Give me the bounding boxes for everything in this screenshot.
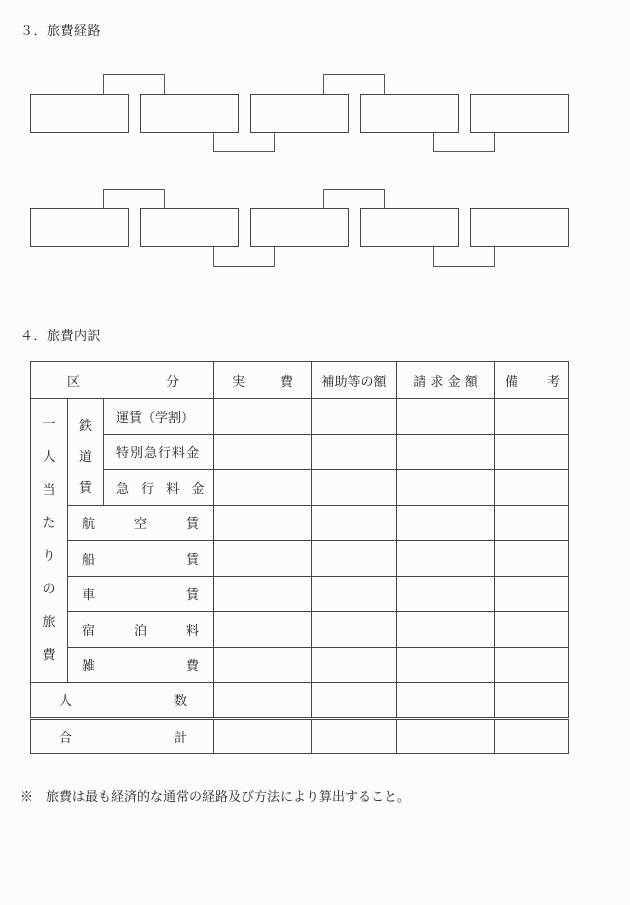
biko-cell[interactable]: [495, 576, 569, 612]
row-label-koku: 航 空 賃: [68, 505, 214, 541]
route-box[interactable]: [30, 94, 129, 133]
header-jippi: 実 費: [214, 362, 312, 399]
route-connector: [323, 189, 385, 209]
jippi-cell[interactable]: [214, 612, 312, 648]
route-box[interactable]: [470, 94, 569, 133]
table-row: [31, 541, 569, 577]
row-label: 運賃（学割）: [104, 399, 214, 435]
table-row: [31, 576, 569, 612]
route-connector: [433, 246, 495, 267]
section3-heading: ３．旅費経路: [20, 24, 102, 39]
row-label-ninzu: 人 数: [31, 683, 214, 719]
hojo-cell[interactable]: [312, 505, 397, 541]
route-box[interactable]: [360, 94, 459, 133]
route-connector: [433, 132, 495, 152]
seikyu-cell[interactable]: [397, 718, 495, 754]
footnote: ※ 旅費は最も経済的な通常の経路及び方法により算出すること。: [20, 790, 411, 805]
biko-cell[interactable]: [495, 718, 569, 754]
route-connector: [103, 74, 165, 95]
table-row-gokei: [31, 718, 569, 754]
hojo-cell[interactable]: [312, 647, 397, 683]
hojo-cell[interactable]: [312, 399, 397, 435]
row-label: 特別急行料金: [104, 434, 214, 470]
seikyu-cell[interactable]: [397, 505, 495, 541]
jippi-cell[interactable]: [214, 434, 312, 470]
biko-cell[interactable]: [495, 505, 569, 541]
seikyu-cell[interactable]: [397, 399, 495, 435]
expense-table: [30, 361, 569, 754]
route-connector: [213, 246, 275, 267]
seikyu-cell[interactable]: [397, 541, 495, 577]
seikyu-cell[interactable]: [397, 434, 495, 470]
table-row: [31, 399, 569, 435]
biko-cell[interactable]: [495, 647, 569, 683]
jippi-cell[interactable]: [214, 647, 312, 683]
route-box[interactable]: [470, 208, 569, 247]
seikyu-cell[interactable]: [397, 612, 495, 648]
row-label-sen: 船 賃: [68, 541, 214, 577]
table-row: [31, 647, 569, 683]
jippi-cell[interactable]: [214, 399, 312, 435]
jippi-cell[interactable]: [214, 541, 312, 577]
row-label-sha: 車 賃: [68, 576, 214, 612]
route-box[interactable]: [30, 208, 129, 247]
jippi-cell[interactable]: [214, 576, 312, 612]
row-label-shukuhaku: 宿 泊 料: [68, 612, 214, 648]
group-label-cell: 一 人 当 た り の 旅 費: [31, 399, 68, 683]
hojo-cell[interactable]: [312, 612, 397, 648]
header-biko: 備 考: [495, 362, 569, 399]
biko-cell[interactable]: [495, 541, 569, 577]
hojo-cell[interactable]: [312, 541, 397, 577]
seikyu-cell[interactable]: [397, 576, 495, 612]
route-box[interactable]: [250, 208, 349, 247]
seikyu-cell[interactable]: [397, 683, 495, 719]
route-box[interactable]: [140, 94, 239, 133]
route-connector: [323, 74, 385, 95]
section4-heading: ４．旅費内訳: [20, 329, 102, 344]
table-row: [31, 470, 569, 506]
header-hojo: 補助等の額: [312, 362, 397, 399]
jippi-cell[interactable]: [214, 683, 312, 719]
hojo-cell[interactable]: [312, 718, 397, 754]
rail-label-cell: 鉄 道 賃: [68, 399, 104, 506]
biko-cell[interactable]: [495, 683, 569, 719]
seikyu-cell[interactable]: [397, 470, 495, 506]
jippi-cell[interactable]: [214, 470, 312, 506]
row-label-gokei: 合 計: [31, 718, 214, 754]
route-connector: [213, 132, 275, 152]
table-header-row: [31, 362, 569, 399]
hojo-cell[interactable]: [312, 470, 397, 506]
jippi-cell[interactable]: [214, 718, 312, 754]
header-seikyu: 請 求 金 額: [397, 362, 495, 399]
biko-cell[interactable]: [495, 470, 569, 506]
biko-cell[interactable]: [495, 612, 569, 648]
table-row: [31, 434, 569, 470]
route-connector: [103, 189, 165, 209]
jippi-cell[interactable]: [214, 505, 312, 541]
table-row-ninzu: [31, 683, 569, 719]
hojo-cell[interactable]: [312, 434, 397, 470]
hojo-cell[interactable]: [312, 576, 397, 612]
table-row: [31, 612, 569, 648]
header-kubun: 区 分: [31, 362, 214, 399]
route-box[interactable]: [360, 208, 459, 247]
route-box[interactable]: [250, 94, 349, 133]
row-label: 急 行 料 金: [104, 470, 214, 506]
biko-cell[interactable]: [495, 434, 569, 470]
route-box[interactable]: [140, 208, 239, 247]
biko-cell[interactable]: [495, 399, 569, 435]
hojo-cell[interactable]: [312, 683, 397, 719]
seikyu-cell[interactable]: [397, 647, 495, 683]
row-label-zappi: 雑 費: [68, 647, 214, 683]
table-row: [31, 505, 569, 541]
